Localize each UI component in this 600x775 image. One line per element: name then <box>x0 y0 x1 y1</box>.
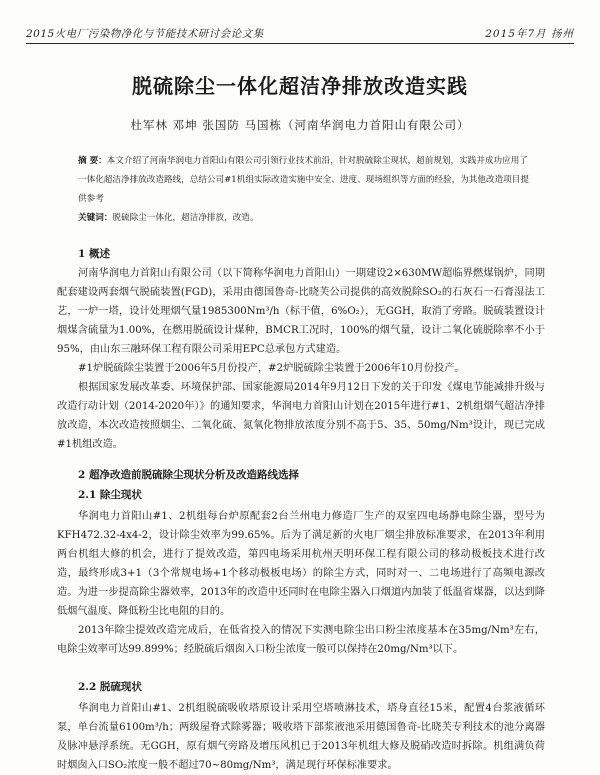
section-heading-status: 2 超净改造前脱硫除尘现状分析及改造路线选择 <box>78 469 299 481</box>
running-header <box>26 26 574 42</box>
desulfurization-body <box>57 699 545 775</box>
paragraph: 华润电力首阳山#1、2机组每台炉原配套2台兰州电力修造厂生产的双室四电场静电除尘器，型号为KFH472.32-4x4-2，设计除尘效率为99.65%。后为了满足新的火电厂烟尘排放标准要求，在2013年利用两台机组大修的机会，进行了提效改造，第四电场采用杭州天明环保工程有限公司的移动极板技术进行改造，最终形成3+1（3个常规电场+1个移动极板电场）的除尘方式，同时对一、二电场进行了高频电源改造。为进一步提高除尘器效率，2013年的改造中还同时在电除尘器入口烟道内加装了低温省煤器，以达到降低烟气温度、降低粉尘比电阻的目的。 <box>57 511 545 617</box>
paragraph: 河南华润电力首阳山有限公司（以下简称华润电力首阳山）一期建设2×630MW超临界燃煤锅炉，同期配套建设两套烟气脱硫装置(FGD)，采用由德国鲁奇-比晓芙公司提供的高效脱除SO₂的石灰石一石膏湿法工艺，一炉一塔，设计处理烟气量1985300Nm³/h（标干值，6%O₂），无GGH，取消了旁路。脱硫装置设计烟煤含硫量为1.00%，在燃用脱硫设计煤种，BMCR工况时，100%的烟气量，设计二氧化硫脱除率不小于95%，由山东三融环保工程有限公司采用EPC总承包方式建造。 <box>57 268 545 355</box>
paragraph: 2013年除尘提效改造完成后，在低省投入的情况下实测电除尘出口粉尘浓度基本在35mg/Nm³左右，电除尘效率可达99.899%；经脱硫后烟囱入口粉尘浓度一般可以保持在20mg/Nm³以下。 <box>57 625 545 655</box>
overview-body <box>57 264 545 454</box>
keywords <box>78 210 259 226</box>
abstract-text: 本文介绍了河南华润电力首阳山有限公司引领行业技术前沿，针对脱硫除尘现状，超前规划，实践并成功应用了一体化超洁净排放改造路线，总结公司#1机组实际改造实施中安全、进度、现场组织等方面的经验，为其他改造项目提供参考 <box>78 156 529 204</box>
section-heading-overview: 1 概述 <box>78 248 110 260</box>
abstract-label: 摘 要： <box>78 156 107 166</box>
paragraph: 华润电力首阳山#1、2机组脱硫吸收塔原设计采用空塔喷淋技术，塔身直径15米，配置4台浆液循环泵，单台流量6100m³/h；两级屋脊式除雾器；吸收塔下部浆液池采用德国鲁奇-比晓芙专利技术的池分离器及脉冲悬浮系统。无GGH，原有烟气旁路及增压风机已于2013年机组大修及脱硝改造时拆除。机组满负荷时烟囱入口SO₂浓度一般不超过70~80mg/Nm³，满足现行环保标准要求。 <box>57 703 545 771</box>
paragraph: 根据国家发展改革委、环境保护部、国家能源局2014年9月12日下发的关于印发《煤电节能减排升级与改造行动计划（2014-2020年）》的通知要求，华润电力首阳山计划在2015年进行#1、2机组烟气超洁净排放改造，本次改造按照烟尘、二氧化硫、氮氧化物排放浓度分别不高于5、35、50mg/Nm³设计，现已完成#1机组改造。 <box>57 382 545 450</box>
subsection-heading-desulfurization: 2.2 脱硫现状 <box>78 681 142 693</box>
author-line: 杜军林 邓坤 张国防 马国栋（河南华润电力首阳山有限公司） <box>130 118 470 132</box>
header-rule <box>26 43 574 44</box>
keywords-text: 脱硫除尘一体化，超洁净排放，改造。 <box>112 213 259 223</box>
paper-title: 脱硫除尘一体化超洁净排放改造实践 <box>132 74 468 98</box>
header-proceedings-title: 2015火电厂污染物净化与节能技术研讨会论文集 <box>26 28 264 40</box>
paragraph: #1炉脱硫除尘装置于2006年5月份投产，#2炉脱硫除尘装置于2006年10月份投产。 <box>78 363 465 374</box>
keywords-label: 关键词： <box>78 213 113 223</box>
dust-body <box>57 507 545 659</box>
header-date-location: 2015年7月 扬州 <box>485 28 574 40</box>
subsection-heading-dust: 2.1 除尘现状 <box>78 489 142 501</box>
abstract <box>78 152 530 209</box>
